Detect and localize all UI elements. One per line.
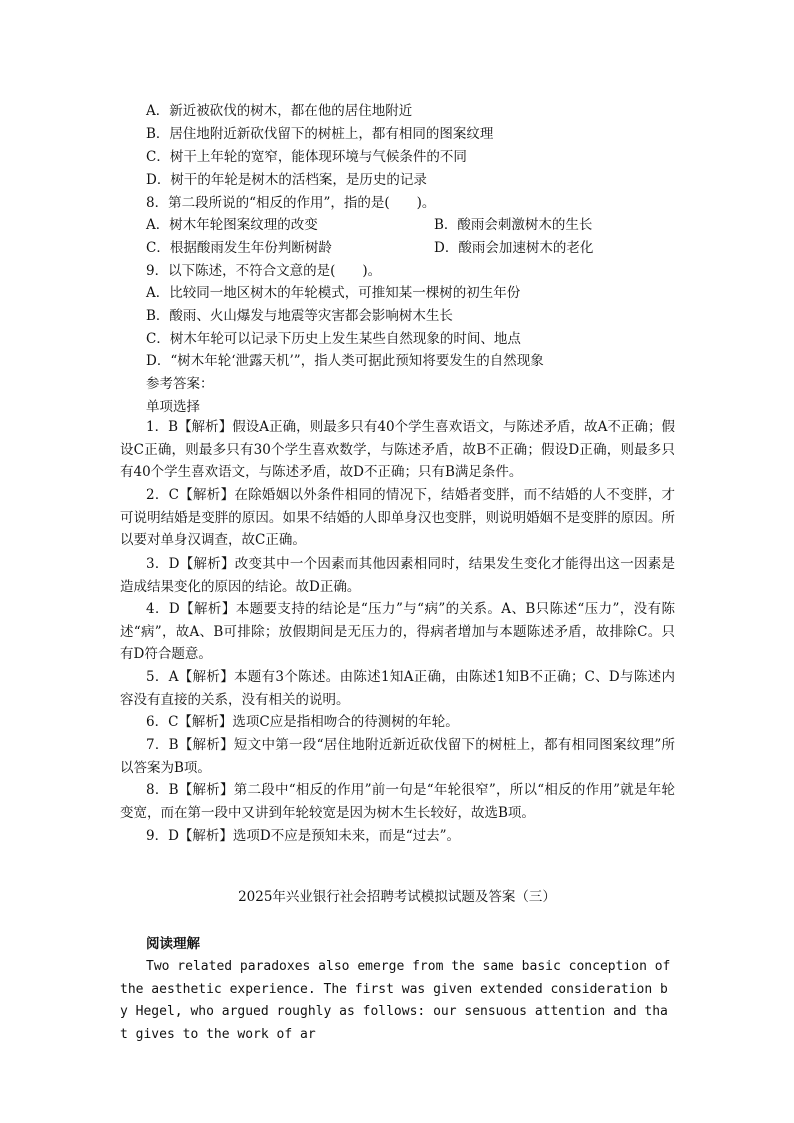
q8-stem: 8．第二段所说的“相反的作用”，指的是( )。	[146, 195, 436, 211]
answer-6: 6．C【解析】选项C应是指相吻合的待测树的年轮。	[146, 714, 459, 730]
exam-title: 2025年兴业银行社会招聘考试模拟试题及答案（三）	[238, 889, 556, 905]
section-label: 单项选择	[146, 399, 200, 415]
q8-option-d: D．酸雨会加速树木的老化	[434, 240, 594, 256]
english-passage: Two related paradoxes also emerge from the same basic conception of the aesthetic experience. The first was given extended consideration by Hegel, who argued roughly as follows: our sensuous attention and that gives to the work of ar	[120, 959, 671, 1043]
q9-option-c: C．树木年轮可以记录下历史上发生某些自然现象的时间、地点	[146, 331, 521, 347]
q8-option-c: C．根据酸雨发生年份判断树龄	[146, 240, 332, 256]
answer-4: 4．D【解析】本题要支持的结论是“压力”与“病”的关系。A、B只陈述“压力”，没有陈述“病”，故A、B可排除；放假期间是无压力的，得病者增加与本题陈述矛盾，故排除C。只有D符合题意。	[120, 601, 675, 663]
answer-1: 1．B【解析】假设A正确，则最多只有40个学生喜欢语文，与陈述矛盾，故A不正确；假设C正确，则最多只有30个学生喜欢数学，与陈述矛盾，故B不正确；假设D正确，则最多只有40个学生喜欢语文，与陈述矛盾，故D不正确；只有B满足条件。	[120, 419, 675, 481]
answer-7: 7．B【解析】短文中第一段“居住地附近新近砍伐留下的树桩上，都有相同图案纹理”所以答案为B项。	[120, 737, 675, 776]
q7-option-b: B．居住地附近新砍伐留下的树桩上，都有相同的图案纹理	[146, 126, 494, 142]
q9-option-a: A．比较同一地区树木的年轮模式，可推知某一棵树的初生年份	[146, 285, 521, 301]
answer-5: 5．A【解析】本题有3个陈述。由陈述1知A正确，由陈述1知B不正确；C、D与陈述内容没有直接的关系，没有相关的说明。	[120, 669, 675, 708]
q8-option-b: B．酸雨会刺激树木的生长	[434, 217, 593, 233]
answers-label: 参考答案：	[146, 376, 214, 392]
q9-stem: 9．以下陈述，不符合文意的是( )。	[146, 263, 382, 279]
q9-option-d: D．“树木年轮‘泄露天机’”，指人类可据此预知将要发生的自然现象	[146, 353, 544, 369]
q7-option-c: C．树干上年轮的宽窄，能体现环境与气候条件的不同	[146, 149, 467, 165]
q7-option-a: A．新近被砍伐的树木，都在他的居住地附近	[146, 103, 413, 119]
q9-option-b: B．酸雨、火山爆发与地震等灾害都会影响树木生长	[146, 308, 453, 324]
answer-8: 8．B【解析】第二段中“相反的作用”前一句是“年轮很窄”，所以“相反的作用”就是年轮变宽，而在第一段中又讲到年轮较宽是因为树木生长较好，故选B项。	[120, 782, 675, 821]
answer-9: 9．D【解析】选项D不应是预知未来，而是“过去”。	[146, 828, 461, 844]
reading-title: 阅读理解	[146, 936, 200, 952]
answer-3: 3．D【解析】改变其中一个因素而其他因素相同时，结果发生变化才能得出这一因素是造成结果变化的原因的结论。故D正确。	[120, 556, 675, 595]
q8-option-a: A．树木年轮图案纹理的改变	[146, 217, 318, 233]
q7-option-d: D．树干的年轮是树木的活档案，是历史的记录	[146, 172, 427, 188]
answer-2: 2．C【解析】在除婚姻以外条件相同的情况下，结婚者变胖，而不结婚的人不变胖，才可说明结婚是变胖的原因。如果不结婚的人即单身汉也变胖，则说明婚姻不是变胖的原因。所以要对单身汉调查，故C正确。	[120, 487, 675, 549]
